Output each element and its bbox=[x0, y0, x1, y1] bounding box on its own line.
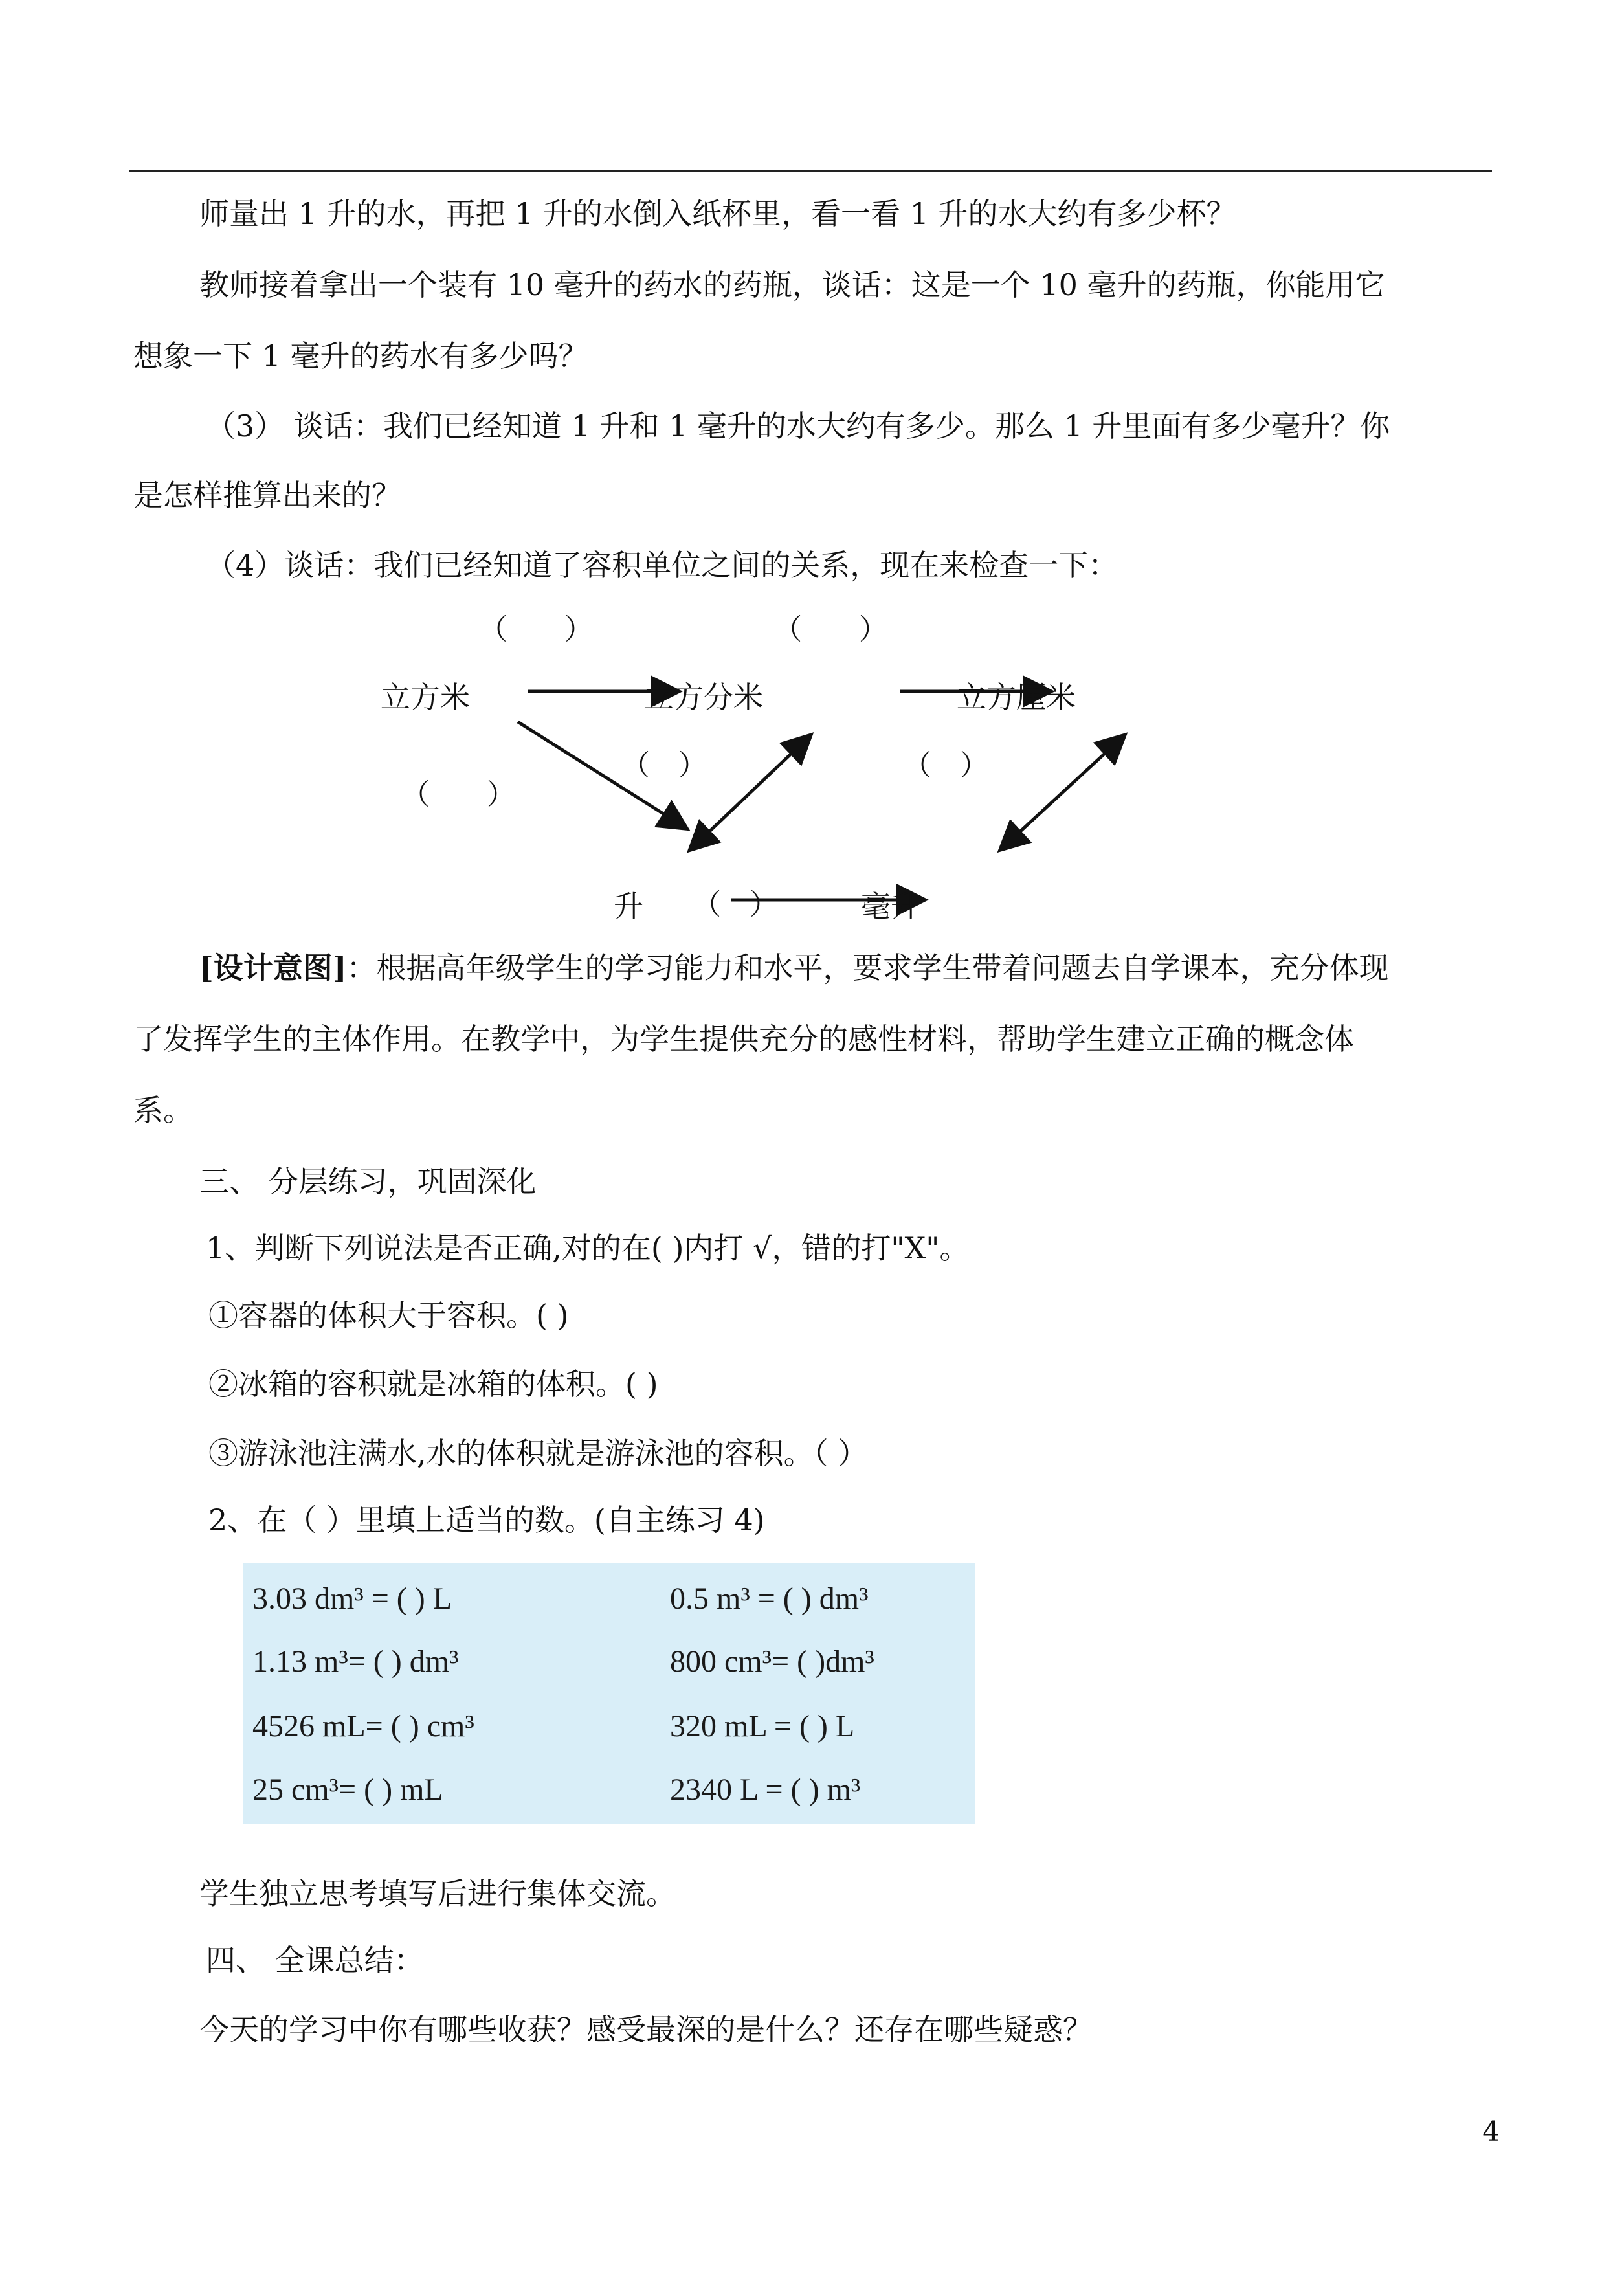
blank-m3-dm3: （ ） bbox=[479, 613, 593, 646]
conversion-r3c1: 4526 mL= ( ) cm³ bbox=[252, 1709, 474, 1743]
paragraph-2-line-2: 想象一下 1 毫升的药水有多少吗？ bbox=[133, 339, 588, 374]
paragraph-3-line-2: 是怎样推算出来的？ bbox=[133, 478, 401, 513]
paragraph-3-line-1: （3） 谈话：我们已经知道 1 升和 1 毫升的水大约有多少。那么 1 升里面有多少毫升？你 bbox=[206, 408, 1390, 443]
blank-m3-liter: （ ） bbox=[401, 778, 515, 811]
conversion-r2c2: 800 cm³= ( )dm³ bbox=[670, 1644, 874, 1679]
paragraph-4: （4）谈话：我们已经知道了容积单位之间的关系，现在来检查一下： bbox=[206, 548, 1118, 583]
question-2: 2、在（ ）里填上适当的数。(自主练习 4) bbox=[208, 1503, 765, 1538]
conversion-r4c1: 25 cm³= ( ) mL bbox=[252, 1773, 443, 1807]
conversion-r1c2: 0.5 m³ = ( ) dm³ bbox=[670, 1582, 869, 1616]
node-cubic-meter: 立方米 bbox=[381, 680, 470, 715]
statement-3: ③游泳池注满水,水的体积就是游泳池的容积。（ ） bbox=[208, 1436, 868, 1471]
statement-2: ②冰箱的容积就是冰箱的体积。( ) bbox=[208, 1367, 658, 1402]
node-cubic-decimeter: 立方分米 bbox=[644, 680, 763, 715]
question-1: 1、判断下列说法是否正确,对的在( )内打 √，错的打"X"。 bbox=[206, 1231, 970, 1266]
arrow-liter-dm3 bbox=[706, 737, 809, 835]
statement-1: ①容器的体积大于容积。( ) bbox=[208, 1298, 569, 1333]
blank-ml-cm3: （ ） bbox=[903, 749, 988, 782]
node-liter: 升 bbox=[614, 889, 643, 924]
paragraph-2-line-1: 教师接着拿出一个装有 10 毫升的药水的药瓶，谈话：这是一个 10 毫升的药瓶，你能用它 bbox=[199, 267, 1385, 302]
conversion-r1c1: 3.03 dm³ = ( ) L bbox=[252, 1582, 452, 1616]
node-milliliter: 毫升 bbox=[861, 889, 920, 924]
design-intent-line-1 bbox=[199, 948, 1389, 987]
blank-liter-ml: （ ） bbox=[693, 888, 778, 921]
node-cubic-centimeter: 立方厘米 bbox=[957, 680, 1076, 715]
blank-dm3-cm3: （ ） bbox=[773, 613, 887, 646]
section-4-heading: 四、 全课总结： bbox=[206, 1943, 424, 1978]
design-intent-text: ：根据高年级学生的学习能力和水平，要求学生带着问题去自学课本，充分体现 bbox=[346, 950, 1389, 985]
arrow-ml-cm3 bbox=[1016, 737, 1123, 835]
design-intent-label: [设计意图] bbox=[199, 950, 347, 985]
page-number: 4 bbox=[1482, 2116, 1500, 2147]
blank-liter-dm3: （ ） bbox=[621, 749, 707, 782]
design-intent-line-2: 了发挥学生的主体作用。在教学中，为学生提供充分的感性材料，帮助学生建立正确的概念体 bbox=[133, 1022, 1354, 1057]
conversion-r4c2: 2340 L = ( ) m³ bbox=[670, 1773, 861, 1807]
summary-question: 今天的学习中你有哪些收获？感受最深的是什么？还存在哪些疑惑？ bbox=[199, 2012, 1093, 2047]
conversion-r2c1: 1.13 m³= ( ) dm³ bbox=[252, 1644, 459, 1679]
design-intent-line-3: 系。 bbox=[133, 1093, 193, 1128]
section-3-heading: 三、 分层练习，巩固深化 bbox=[199, 1164, 537, 1199]
conversion-r3c2: 320 mL = ( ) L bbox=[670, 1709, 855, 1743]
paragraph-1: 师量出 1 升的水，再把 1 升的水倒入纸杯里，看一看 1 升的水大约有多少杯？ bbox=[199, 196, 1236, 231]
exchange-line: 学生独立思考填写后进行集体交流。 bbox=[199, 1876, 676, 1911]
